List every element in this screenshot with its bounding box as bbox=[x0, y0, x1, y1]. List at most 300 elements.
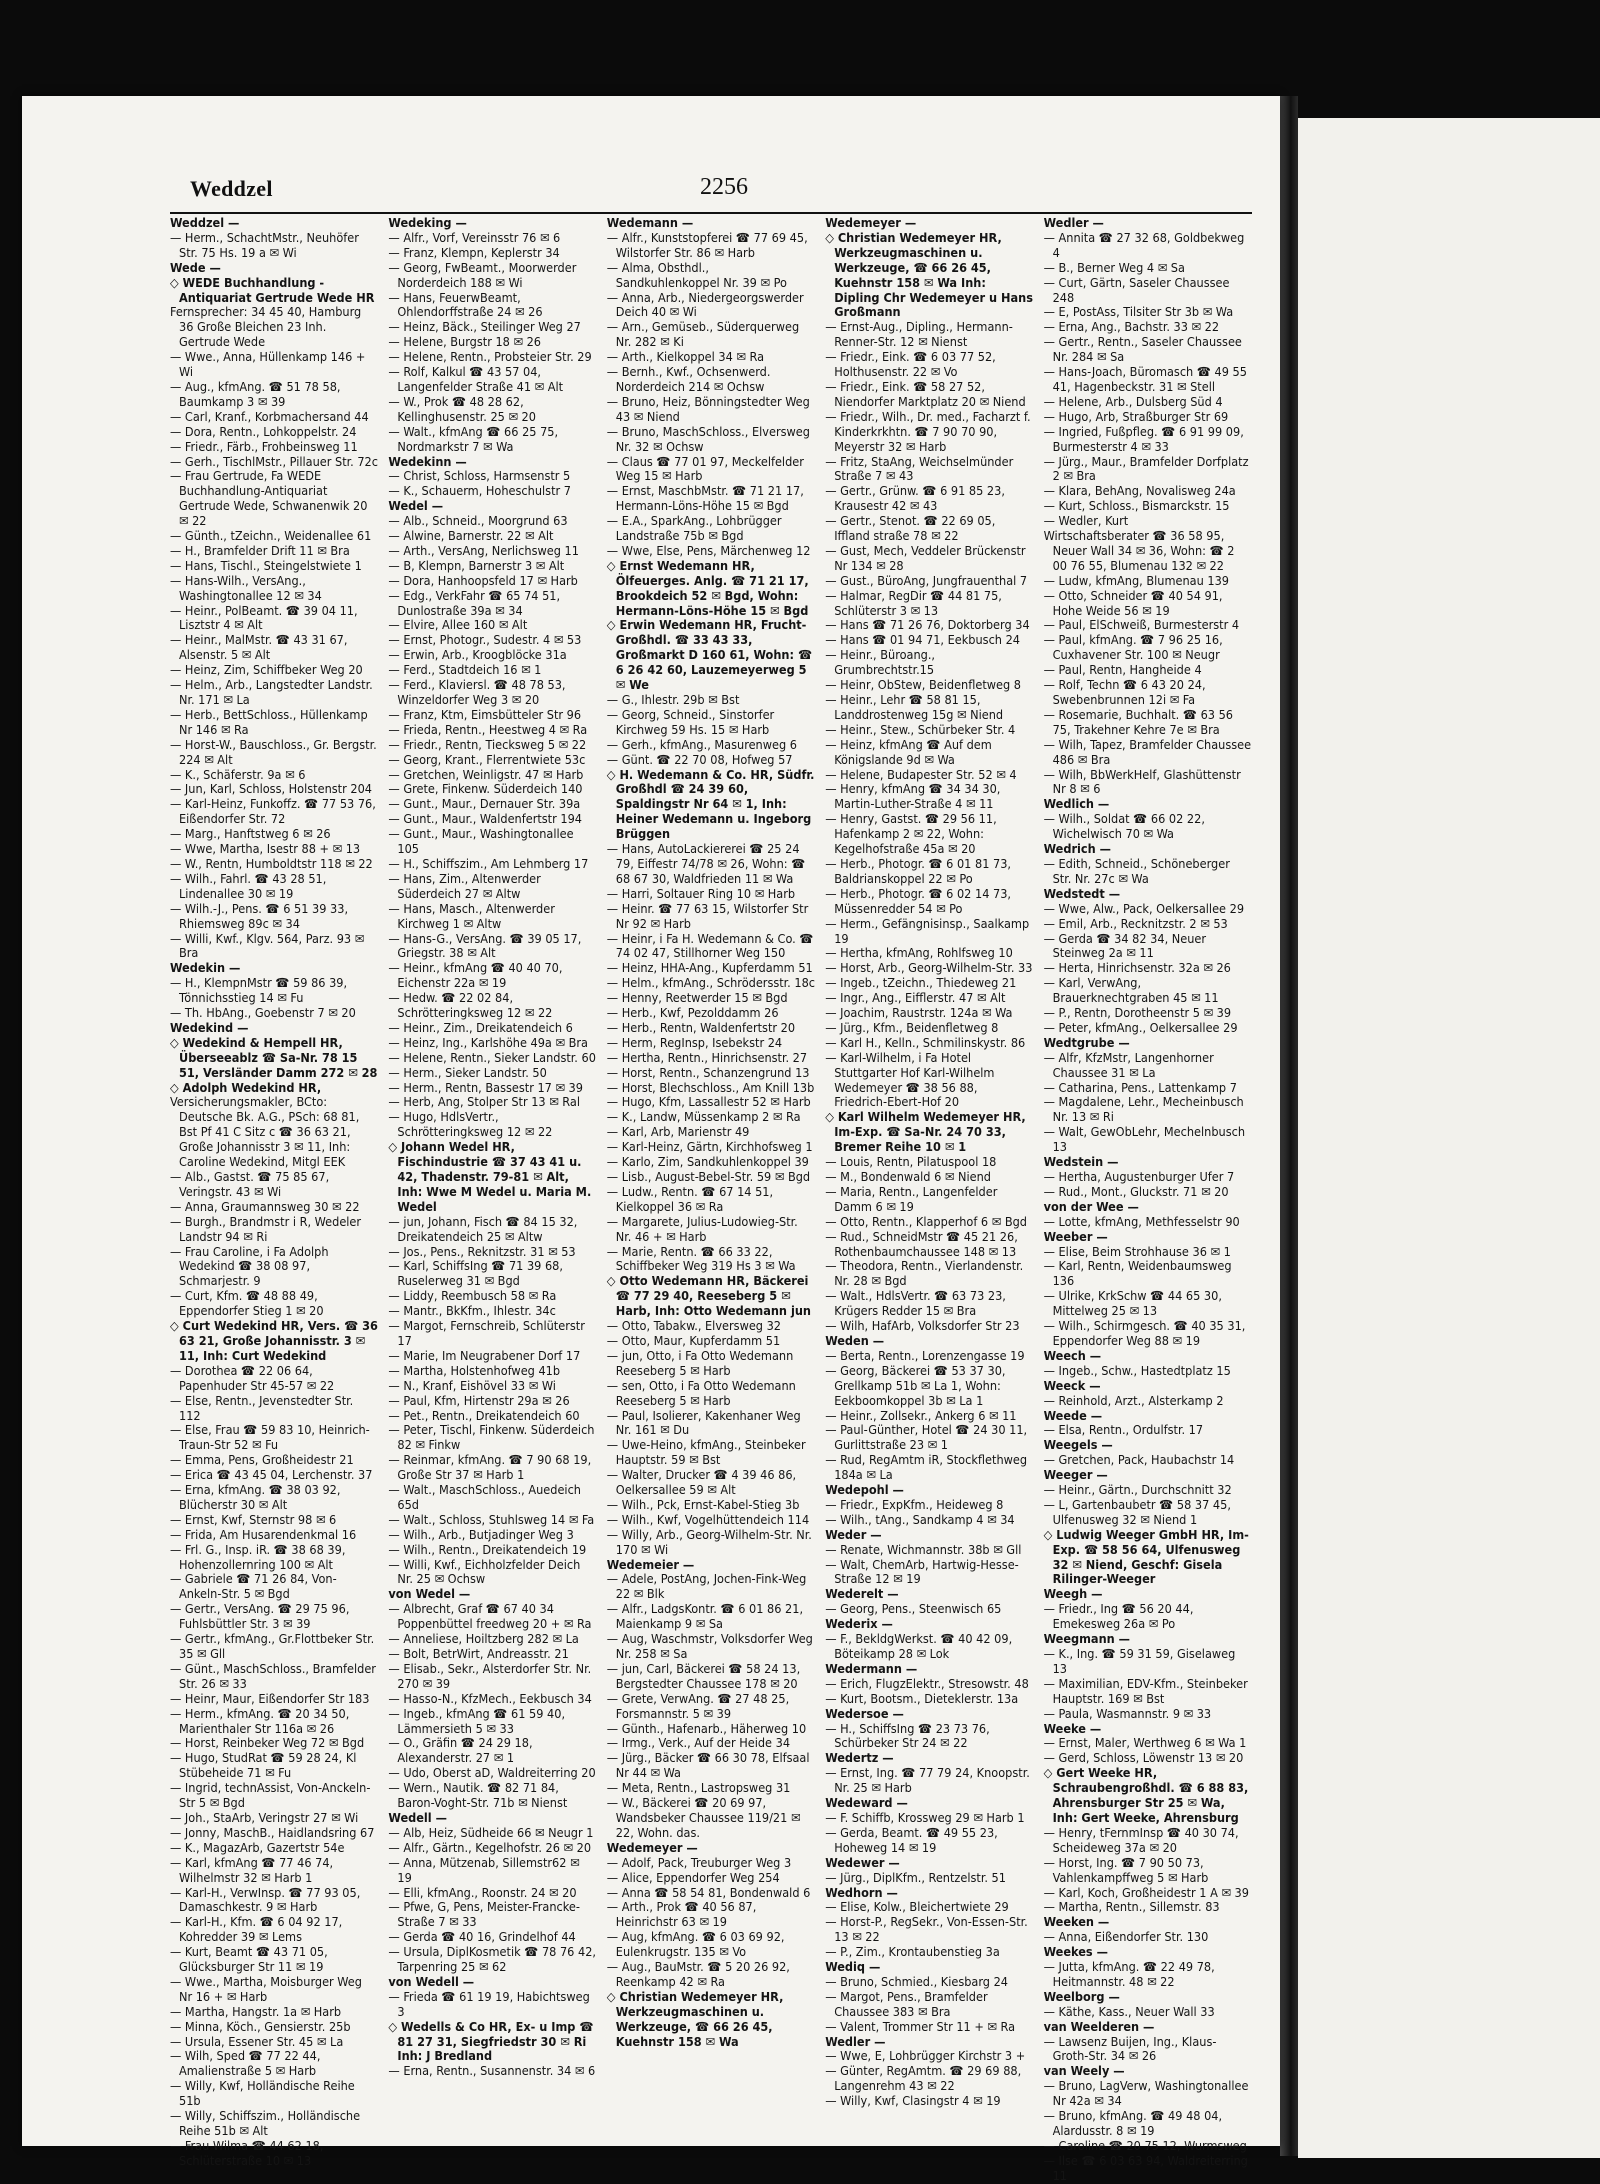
directory-entry: — Elsa, Rentn., Ordulfstr. 17 bbox=[1043, 1422, 1204, 1438]
directory-entry: — Otto, Maur, Kupferdamm 51 bbox=[606, 1332, 781, 1348]
directory-entry: — Heinr., Zim., Dreikatendeich 6 bbox=[388, 1019, 573, 1035]
surname-heading: Wedemeyer — bbox=[606, 1839, 698, 1855]
surname-heading: Wedemeyer — bbox=[825, 215, 917, 230]
directory-entry: — Curt, Gärtn, Saseler Chaussee 248 bbox=[1043, 274, 1230, 305]
directory-entry: — Ingeb., tZeichn., Thiedeweg 21 bbox=[825, 975, 1017, 991]
directory-entry: — Wilh, BbWerkHelf, Glashüttenstr Nr 8 ✉ 6 bbox=[1043, 766, 1241, 797]
surname-heading: Wedekind — bbox=[170, 1019, 249, 1035]
directory-entry: — Hans-G., VersAng. ☎ 39 05 17, Griegstr. 38 ✉ Alt bbox=[388, 930, 582, 961]
directory-entry: — Otto, Schneider ☎ 40 54 91, Hohe Weide 56 ✉ 19 bbox=[1043, 587, 1223, 618]
directory-entry: — Friedr., Ing ☎ 56 20 44, Emekesweg 26a ✉ Po bbox=[1043, 1601, 1194, 1632]
directory-entry: — Kurt, Schloss., Bismarckstr. 15 bbox=[1043, 498, 1230, 514]
directory-entry: — Heinr, Maur, Eißendorfer Str 183 bbox=[170, 1690, 370, 1706]
directory-entry: — Günth., tZeichn., Weidenallee 61 bbox=[170, 528, 372, 544]
directory-entry: — Else, Rentn., Jevenstedter Str. 112 bbox=[170, 1392, 354, 1423]
directory-entry: — G., Ihlestr. 29b ✉ Bst bbox=[606, 692, 740, 707]
directory-entry: — Halmar, RegDir ☎ 44 81 75, Schlüterstr 3 ✉ 13 bbox=[825, 587, 1002, 618]
surname-heading: Wedrich — bbox=[1043, 841, 1111, 857]
surname-heading: Wedler — bbox=[825, 2033, 886, 2049]
column-2 bbox=[388, 216, 596, 2184]
directory-entry: — H., Bramfelder Drift 11 ✉ Bra bbox=[170, 542, 350, 558]
directory-entry: — Dorothea ☎ 22 06 64, Papenhuder Str 45-57 ✉ 22 bbox=[170, 1362, 335, 1393]
directory-entry: — Herb., BettSchloss., Hüllenkamp Nr 146 ✉ Ra bbox=[170, 706, 368, 737]
directory-entry: — Georg, Bäckerei ☎ 53 37 30, Grellkamp 51b ✉ La 1, Wohn: Eekboomkoppel 3b ✉ La 1 bbox=[825, 1362, 1006, 1408]
directory-entry: — Elise, Kolw., Bleichertwiete 29 bbox=[825, 1899, 1009, 1915]
directory-entry: — Ludw, kfmAng, Blumenau 139 bbox=[1043, 572, 1229, 588]
directory-entry: — Wilh, Sped ☎ 77 22 44, Amalienstraße 5 ✉ Harb bbox=[170, 2048, 321, 2079]
directory-entry: — Edg., VerkFahr ☎ 65 74 51, Dunlostraße 39a ✉ 34 bbox=[388, 587, 561, 618]
directory-entry: — Else, Frau ☎ 59 83 10, Heinrich-Traun-Str 52 ✉ Fu bbox=[170, 1422, 370, 1453]
surname-heading: Wederix — bbox=[825, 1616, 893, 1632]
surname-heading: Weelborg — bbox=[1043, 1988, 1120, 2004]
directory-entry: — Otto, Tabakw., Elversweg 32 bbox=[606, 1318, 782, 1334]
directory-entry: — Curt, Kfm. ☎ 48 88 49, Eppendorfer Stieg 1 ✉ 20 bbox=[170, 1288, 324, 1319]
directory-entry: — Heinr. ☎ 77 63 15, Wilstorfer Str Nr 92 ✉ Harb bbox=[606, 900, 809, 931]
directory-entry: — Paul, Isolierer, Kakenhaner Weg Nr. 161 ✉ Du bbox=[606, 1407, 801, 1438]
directory-entry: — Herb., Rentn, Waldenfertstr 20 bbox=[606, 1019, 796, 1035]
directory-entry: ◇ Wedekind & Hempell HR, Überseeablz ☎ Sa-Nr. 78 15 51, Versländer Damm 272 ✉ 28 bbox=[170, 1034, 378, 1080]
directory-entry: — Karl, Koch, Großheidestr 1 A ✉ 39 bbox=[1043, 1884, 1249, 1900]
directory-entry: — Karl, kfmAng ☎ 77 46 74, Wilhelmstr 32 ✉ Harb 1 bbox=[170, 1854, 334, 1885]
directory-entry: — H., SchiffsIng ☎ 23 73 76, Schürbeker Str 24 ✉ 22 bbox=[825, 1720, 990, 1751]
directory-entry: — Heinr., Lehr ☎ 58 81 15, Landdrostenweg 15g ✉ Niend bbox=[825, 692, 1004, 722]
directory-entry: — Helene, Arb., Dulsberg Süd 4 bbox=[1043, 393, 1223, 409]
directory-entry: — K., Schäferstr. 9a ✉ 6 bbox=[170, 766, 306, 782]
directory-entry: — H., Schiffszim., Am Lehmberg 17 bbox=[388, 855, 589, 871]
directory-entry: — Walt., MaschSchloss., Auedeich 65d bbox=[388, 1482, 581, 1512]
directory-entry: — Paul, Rentn, Hangheide 4 bbox=[1043, 662, 1202, 678]
directory-entry: — Karl, Arb, Marienstr 49 bbox=[606, 1124, 750, 1140]
directory-entry: — Gunt., Maur., Dernauer Str. 39a bbox=[388, 796, 581, 812]
book-gutter bbox=[1280, 96, 1298, 2156]
directory-entry: — Alfr., LadgsKontr. ☎ 6 01 86 21, Maienkamp 9 ✉ Sa bbox=[606, 1601, 804, 1632]
surname-heading: Wedemeier — bbox=[606, 1556, 695, 1572]
directory-entry: — Pfwe, G, Pens, Meister-Francke-Straße 7 ✉ 33 bbox=[388, 1899, 580, 1930]
directory-entry: — Kurt, Bootsm., Dieteklerstr. 13a bbox=[825, 1690, 1019, 1706]
surname-heading: Weegels — bbox=[1043, 1437, 1113, 1453]
directory-entry: — W., Prok ☎ 48 28 62, Kellinghusenstr. 25 ✉ 20 bbox=[388, 393, 536, 424]
directory-entry: — Maximilian, EDV-Kfm., Steinbeker Hauptstr. 169 ✉ Bst bbox=[1043, 1675, 1248, 1706]
directory-entry: — Magdalene, Lehr., Mecheinbusch Nr. 13 ✉ Ri bbox=[1043, 1094, 1244, 1125]
directory-entry: — Herm, RegInsp, Isebekstr 24 bbox=[606, 1034, 783, 1050]
directory-entry: — Frau Wilma ☎ 44 62 18, Schlüterstraße 10 ✉ 13 bbox=[170, 2137, 324, 2168]
directory-entry: — Anna, Arb., Niedergeorgswerder Deich 40 ✉ Wi bbox=[606, 289, 804, 320]
directory-entry: — Heinz, Ing., Karlshöhe 49a ✉ Bra bbox=[388, 1034, 588, 1050]
directory-entry: — Berta, Rentn., Lorenzengasse 19 bbox=[825, 1347, 1025, 1363]
directory-entry: — Willi, Kwf., Eichholzfelder Deich Nr. 25 ✉ Ochsw bbox=[388, 1556, 581, 1587]
directory-entry: — Uwe-Heino, kfmAng., Steinbeker Hauptstr. 59 ✉ Bst bbox=[606, 1437, 806, 1468]
directory-entry: — Aug, kfmAng. ☎ 6 03 69 92, Eulenkrugstr. 135 ✉ Vo bbox=[606, 1929, 785, 1960]
directory-entry: — Hans-Wilh., VersAng., Washingtonallee 12 ✉ 34 bbox=[170, 572, 322, 603]
directory-entry: — Anna ☎ 58 54 81, Bondenwald 6 bbox=[606, 1884, 811, 1900]
directory-entry: — Hans ☎ 71 26 76, Doktorberg 34 bbox=[825, 617, 1030, 633]
directory-entry: — Wwe, E, Lohbrügger Kirchstr 3 + bbox=[825, 2048, 1026, 2064]
directory-entry: — Wwe, Alw., Pack, Oelkersallee 29 bbox=[1043, 900, 1245, 916]
directory-entry: — Herm., Gefängnisinsp., Saalkamp 19 bbox=[825, 915, 1030, 946]
directory-entry: — Willi, Kwf., Klgv. 564, Parz. 93 ✉ Bra bbox=[170, 930, 365, 961]
directory-entry: — Hertha, kfmAng, Rohlfsweg 10 bbox=[825, 945, 1013, 961]
directory-entry: — Hasso-N., KfzMech., Eekbusch 34 bbox=[388, 1690, 592, 1706]
directory-entry: — Martha, Hangstr. 1a ✉ Harb bbox=[170, 2003, 342, 2019]
directory-entry: — Karl-H., VerwInsp. ☎ 77 93 05, Damaschkestr. 9 ✉ Harb bbox=[170, 1884, 361, 1915]
directory-entry: — Rolf, Kalkul ☎ 43 57 04, Langenfelder Straße 41 ✉ Alt bbox=[388, 364, 564, 394]
directory-entry: — Helene, Budapester Str. 52 ✉ 4 bbox=[825, 766, 1017, 782]
directory-entry: — F., BekldgWerkst. ☎ 40 42 09, Böteikamp 28 ✉ Lok bbox=[825, 1631, 1013, 1661]
directory-entry: — Marg., Hanftstweg 6 ✉ 26 bbox=[170, 826, 331, 842]
directory-entry: — Lawsenz Buijen, Ing., Klaus-Groth-Str. 34 ✉ 26 bbox=[1043, 2033, 1217, 2064]
directory-entry: — Marie, Im Neugrabener Dorf 17 bbox=[388, 1347, 581, 1363]
directory-entry: — Adele, PostAng, Jochen-Fink-Weg 22 ✉ Blk bbox=[606, 1571, 807, 1602]
directory-entry: — Reinmar, kfmAng. ☎ 7 90 68 19, Große Str 37 ✉ Harb 1 bbox=[388, 1452, 592, 1483]
directory-entry: — Emma, Pens, Großheidestr 21 bbox=[170, 1452, 354, 1468]
directory-entry: — Hans, Masch., Altenwerder Kirchweg 1 ✉ Altw bbox=[388, 900, 555, 931]
directory-entry: — Wern., Nautik. ☎ 82 71 84, Baron-Voght-Str. 71b ✉ Nienst bbox=[388, 1780, 568, 1811]
directory-entry: — Gerd, Schloss, Löwenstr 13 ✉ 20 bbox=[1043, 1750, 1244, 1766]
directory-entry: — Hans-Joach, Büromasch ☎ 49 55 41, Hagenbeckstr. 31 ✉ Stell bbox=[1043, 364, 1247, 394]
column-4 bbox=[825, 216, 1033, 2184]
directory-entry: — Annita ☎ 27 32 68, Goldbekweg 4 bbox=[1043, 229, 1245, 260]
facing-page bbox=[1298, 118, 1600, 2158]
directory-entry: — Friedr., Eink. ☎ 6 03 77 52, Holthusenstr. 22 ✉ Vo bbox=[825, 349, 996, 380]
directory-entry: — Harri, Soltauer Ring 10 ✉ Harb bbox=[606, 885, 796, 901]
directory-entry: — jun, Johann, Fisch ☎ 84 15 32, Dreikatendeich 25 ✉ Altw bbox=[388, 1213, 578, 1244]
surname-heading: von Wedel — bbox=[388, 1586, 471, 1602]
directory-entry: — jun, Otto, i Fa Otto Wedemann Reeseberg 5 ✉ Harb bbox=[606, 1347, 794, 1378]
directory-entry: — Herb., Photogr. ☎ 6 02 14 73, Müssenredder 54 ✉ Po bbox=[825, 885, 1012, 916]
directory-entry: — Horst, Reinbeker Weg 72 ✉ Bgd bbox=[170, 1735, 365, 1751]
directory-entry: — Walt., HdlsVertr. ☎ 63 73 23, Krügers Redder 15 ✉ Bra bbox=[825, 1288, 1006, 1319]
directory-entry: — Albrecht, Graf ☎ 67 40 34 Poppenbüttel freedweg 20 + ✉ Ra bbox=[388, 1601, 592, 1632]
directory-entry: — Wilh., Fahrl. ☎ 43 28 51, Lindenallee 30 ✉ 19 bbox=[170, 870, 327, 901]
directory-entry: — Walt, ChemArb, Hartwig-Hesse-Straße 12 ✉ 19 bbox=[825, 1556, 1019, 1587]
directory-entry: — Maria, Rentn., Langenfelder Damm 6 ✉ 19 bbox=[825, 1183, 998, 1214]
directory-entry: — jun, Carl, Bäckerei ☎ 58 24 13, Bergstedter Chaussee 178 ✉ 20 bbox=[606, 1660, 801, 1691]
directory-entry: — Helm., Arb., Langstedter Landstr. Nr. 171 ✉ La bbox=[170, 677, 373, 707]
surname-heading: von Wedell — bbox=[388, 1973, 475, 1989]
directory-entry: — Gertr., Grünw. ☎ 6 91 85 23, Krausestr 42 ✉ 43 bbox=[825, 483, 1005, 514]
directory-entry: — Heinz, Zim, Schiffbeker Weg 20 bbox=[170, 662, 363, 678]
directory-entry: — Heinr., Stew., Schürbeker Str. 4 bbox=[825, 721, 1016, 737]
surname-heading: Weeke — bbox=[1043, 1720, 1102, 1736]
directory-entry: — Horst, Ing. ☎ 7 90 50 73, Vahlenkampffweg 5 ✉ Harb bbox=[1043, 1854, 1209, 1885]
directory-entry: ◇ Ludwig Weeger GmbH HR, Im-Exp. ☎ 58 56 64, Ulfenusweg 32 ✉ Niend, Geschf: Gisela Rilinger-Weeger bbox=[1043, 1526, 1249, 1587]
directory-entry: — Caroline ☎ 20 75 12, Wurmsweg bbox=[1043, 2137, 1247, 2153]
directory-entry: — Alb., Gastst. ☎ 75 85 67, Veringstr. 43 ✉ Wi bbox=[170, 1169, 330, 1199]
directory-entry: — Karl-Heinz, Funkoffz. ☎ 77 53 76, Eißendorfer Str. 72 bbox=[170, 796, 376, 827]
surname-heading: van Weelderen — bbox=[1043, 2018, 1155, 2034]
directory-entry: ◇ Adolph Wedekind HR, bbox=[170, 1079, 322, 1095]
directory-entry: — Wilh., Schirmgesch. ☎ 40 35 31, Eppendorfer Weg 88 ✉ 19 bbox=[1043, 1318, 1246, 1348]
directory-entry: — W., Bäckerei ☎ 20 69 97, Wandsbeker Chaussee 119/21 ✉ 22, Wohn. das. bbox=[606, 1795, 801, 1840]
directory-entry: — Gertr., kfmAng., Gr.Flottbeker Str. 35 ✉ Gll bbox=[170, 1631, 375, 1661]
directory-entry: — Rud., Mont., Gluckstr. 71 ✉ 20 bbox=[1043, 1183, 1229, 1199]
directory-entry: — Gerh., TischlMstr., Pillauer Str. 72c bbox=[170, 453, 378, 469]
directory-entry: — Horst-W., Bauschloss., Gr. Bergstr. 224 ✉ Alt bbox=[170, 736, 377, 767]
directory-entry: — B, Klempn, Barnerstr 3 ✉ Alt bbox=[388, 557, 565, 573]
directory-entry: Wirtschaftsberater ☎ 36 58 95, Neuer Wall 34 ✉ 36, Wohn: ☎ 2 00 76 55, Blumenau 132 ✉ 22 bbox=[1043, 528, 1235, 573]
directory-entry: — Frieda, Rentn., Heestweg 4 ✉ Ra bbox=[388, 721, 588, 737]
directory-entry: — B., Berner Weg 4 ✉ Sa bbox=[1043, 259, 1185, 275]
directory-entry: — Wilh, Tapez, Bramfelder Chaussee 486 ✉ Bra bbox=[1043, 736, 1252, 767]
directory-entry: — Theodora, Rentn., Vierlandenstr. Nr. 28 ✉ Bgd bbox=[825, 1258, 1024, 1289]
directory-entry: — Friedr., Eink. ☎ 58 27 52, Niendorfer Marktplatz 20 ✉ Niend bbox=[825, 378, 1026, 409]
directory-entry: — Karl, Rentn, Weidenbaumsweg 136 bbox=[1043, 1258, 1232, 1289]
directory-entry: — Adolf, Pack, Treuburger Weg 3 bbox=[606, 1854, 792, 1870]
surname-heading: Weddzel — bbox=[170, 215, 240, 230]
directory-entry: — Frida, Am Husarendenkmal 16 bbox=[170, 1526, 357, 1542]
directory-entry: — Hans, Zim., Altenwerder Süderdeich 27 ✉ Altw bbox=[388, 870, 541, 901]
surname-heading: von der Wee — bbox=[1043, 1198, 1139, 1214]
directory-entry: — Helm., kfmAng., Schrödersstr. 18c bbox=[606, 975, 816, 991]
directory-entry: — Peter, kfmAng., Oelkersallee 29 bbox=[1043, 1019, 1238, 1035]
surname-heading: Wedhorn — bbox=[825, 1884, 898, 1900]
directory-entry: — Ernst, Ing. ☎ 77 79 24, Knoopstr. Nr. 25 ✉ Harb bbox=[825, 1765, 1030, 1796]
directory-entry: — Carl, Kranf., Korbmachersand 44 bbox=[170, 408, 369, 424]
directory-entry: — E.A., SparkAng., Lohbrügger Landstraße 75b ✉ Bgd bbox=[606, 513, 782, 544]
directory-entry: — Margot, Fernschreib, Schlüterstr 17 bbox=[388, 1318, 585, 1348]
directory-entry: — Arn., Gemüseb., Süderquerweg Nr. 282 ✉ Ki bbox=[606, 319, 800, 350]
directory-entry: — Friedr., ExpKfm., Heideweg 8 bbox=[825, 1496, 1004, 1512]
directory-entry: — Erica ☎ 43 45 04, Lerchenstr. 37 bbox=[170, 1467, 373, 1483]
directory-entry: — Ilse ☎ 6 03 63 94, Waldreiterring 11 bbox=[1043, 2152, 1248, 2183]
directory-entry: — Aug., BauMstr. ☎ 5 20 26 92, Reenkamp 42 ✉ Ra bbox=[606, 1959, 790, 1989]
directory-entry: — F. Schiffb, Krossweg 29 ✉ Harb 1 bbox=[825, 1809, 1025, 1825]
directory-entry: — Käthe, Kass., Neuer Wall 33 bbox=[1043, 2003, 1215, 2019]
directory-entry: — Ernst, Kwf, Sternstr 98 ✉ 6 bbox=[170, 1511, 337, 1527]
directory-entry: — Wwe, Else, Pens, Märchenweg 12 bbox=[606, 542, 811, 558]
surname-heading: Weeber — bbox=[1043, 1228, 1108, 1244]
surname-heading: Wederelt — bbox=[825, 1586, 899, 1602]
directory-entry: — Heinz, HHA-Ang., Kupferdamm 51 bbox=[606, 960, 813, 976]
directory-entry: — H., KlempnMstr ☎ 59 86 39, Tönnichsstieg 14 ✉ Fu bbox=[170, 975, 348, 1006]
directory-entry: — Walt, GewObLehr, Mechelnbusch 13 bbox=[1043, 1124, 1246, 1155]
directory-entry: — Georg, Schneid., Sinstorfer Kirchweg 59 Hs. 15 ✉ Harb bbox=[606, 706, 775, 737]
directory-entry: ◇ Curt Wedekind HR, Vers. ☎ 36 63 21, Große Johannisstr. 3 ✉ 11, Inh: Curt Wedekind bbox=[170, 1318, 378, 1363]
directory-entry: — Wwe., Anna, Hüllenkamp 146 + Wi bbox=[170, 349, 366, 380]
directory-entry: — Margarete, Julius-Ludowieg-Str. Nr. 46 + ✉ Harb bbox=[606, 1213, 798, 1244]
surname-heading: Wediq — bbox=[825, 1959, 881, 1975]
directory-entry: — Karl-H., Kfm. ☎ 6 04 92 17, Kohredder 39 ✉ Lems bbox=[170, 1914, 343, 1945]
directory-entry: — Margot, Pens., Bramfelder Chaussee 383 ✉ Bra bbox=[825, 1988, 988, 2019]
directory-entry: — Irmg., Verk., Auf der Heide 34 bbox=[606, 1735, 791, 1751]
directory-entry: ◇ WEDE Buchhandlung - Antiquariat Gertrude Wede HR bbox=[170, 274, 375, 305]
directory-entry: — Gerda, Beamt. ☎ 49 55 23, Hoheweg 14 ✉ 19 bbox=[825, 1824, 998, 1855]
directory-entry: — Valent, Trommer Str 11 + ✉ Ra bbox=[825, 2018, 1016, 2034]
directory-entry: — Walt., kfmAng ☎ 66 25 75, Nordmarkstr 7 ✉ Wa bbox=[388, 423, 559, 454]
surname-heading: Wedler — bbox=[1043, 215, 1104, 230]
directory-entry: — Elise, Beim Strohhause 36 ✉ 1 bbox=[1043, 1243, 1231, 1259]
directory-entry: — Arth., VersAng, Nerlichsweg 11 bbox=[388, 542, 579, 558]
directory-entry: — Herb., Kwf, Pezolddamm 26 bbox=[606, 1005, 779, 1021]
directory-entry: — Ernst, Maler, Werthweg 6 ✉ Wa 1 bbox=[1043, 1735, 1247, 1751]
directory-entry: — Anna, Mützenab, Sillemstr62 ✉ 19 bbox=[388, 1854, 580, 1885]
directory-entry: — Lotte, kfmAng, Methfesselstr 90 bbox=[1043, 1213, 1240, 1229]
directory-entry: — Gertr., Rentn., Saseler Chaussee Nr. 284 ✉ Sa bbox=[1043, 334, 1242, 365]
directory-entry: — Willy, Kwf, Clasingstr 4 ✉ 19 bbox=[825, 2093, 1001, 2109]
surname-heading: Wedtgrube — bbox=[1043, 1034, 1130, 1050]
directory-entry: — Heinr, ObStew, Beidenfletweg 8 bbox=[825, 677, 1022, 693]
directory-entry: — Jonny, MaschB., Haidlandsring 67 bbox=[170, 1824, 375, 1840]
directory-entry: — Wwe, Martha, Isestr 88 + ✉ 13 bbox=[170, 841, 361, 857]
surname-heading: Weech — bbox=[1043, 1347, 1102, 1363]
surname-heading: Wedekin — bbox=[170, 960, 241, 976]
directory-entry: — Paula, Wasmannstr. 9 ✉ 33 bbox=[1043, 1705, 1212, 1721]
directory-entry: — O., Gräfin ☎ 24 29 18, Alexanderstr. 27 ✉ 1 bbox=[388, 1735, 533, 1766]
directory-entry: — Helene, Burgstr 18 ✉ 26 bbox=[388, 334, 541, 350]
directory-entry: — Frl. G., Insp. iR. ☎ 38 68 39, Hohenzollernring 100 ✉ Alt bbox=[170, 1541, 346, 1572]
directory-entry: — Georg, Krant., Flerrentwiete 53c bbox=[388, 751, 586, 767]
directory-entry: — P., Zim., Krontaubenstieg 3a bbox=[825, 1944, 1000, 1960]
directory-entry: ◇ Gert Weeke HR, Schraubengroßhdl. ☎ 6 88 83, Ahrensburger Str 25 ✉ Wa, Inh: Gert Weeke, Ahrensburg bbox=[1043, 1765, 1249, 1825]
directory-entry: — Günter, RegAmtm. ☎ 29 69 88, Langenrehm 43 ✉ 22 bbox=[825, 2063, 1022, 2094]
directory-entry: — Bruno, MaschSchloss., Elversweg Nr. 32 ✉ Ochsw bbox=[606, 423, 810, 454]
directory-entry: — Heinr, i Fa H. Wedemann & Co. ☎ 74 02 47, Stillhorner Weg 150 bbox=[606, 930, 814, 961]
directory-entry: — Wilh., Rentn., Dreikatendeich 19 bbox=[388, 1541, 587, 1557]
directory-entry: — Heinz, kfmAng ☎ Auf dem Königslande 9d ✉ Wa bbox=[825, 736, 992, 767]
directory-entry: — Günt., MaschSchloss., Bramfelder Str. 26 ✉ 33 bbox=[170, 1660, 376, 1691]
surname-heading: Weeck — bbox=[1043, 1377, 1101, 1393]
directory-entry: — Rosemarie, Buchhalt. ☎ 63 56 75, Trakehner Kehre 7e ✉ Bra bbox=[1043, 706, 1233, 737]
directory-entry: — Ferd., Klaviersl. ☎ 48 78 53, Winzeldorfer Weg 3 ✉ 20 bbox=[388, 677, 566, 707]
directory-entry: — Wilh., tAng., Sandkamp 4 ✉ 34 bbox=[825, 1511, 1015, 1527]
directory-entry: — Gertr., VersAng. ☎ 29 75 96, Fuhlsbüttler Str. 3 ✉ 39 bbox=[170, 1601, 350, 1632]
surname-heading: Weeger — bbox=[1043, 1467, 1108, 1483]
directory-entry: — Anneliese, Hoiltzberg 282 ✉ La bbox=[388, 1631, 579, 1647]
directory-entry: — Gretchen, Pack, Haubachstr 14 bbox=[1043, 1452, 1235, 1468]
directory-entry: — Bolt, BetrWirt, Andreasstr. 21 bbox=[388, 1646, 569, 1661]
directory-entry: — Gerda ☎ 34 82 34, Neuer Steinweg 2a ✉ 11 bbox=[1043, 930, 1207, 961]
directory-entry: — Heinr., MalMstr. ☎ 43 31 67, Alsenstr. 5 ✉ Alt bbox=[170, 632, 348, 663]
directory-entry: — Wilh., Soldat ☎ 66 02 22, Wichelwisch 70 ✉ Wa bbox=[1043, 811, 1205, 842]
directory-entry: — Erna, Ang., Bachstr. 33 ✉ 22 bbox=[1043, 319, 1220, 335]
directory-entry: — Helene, Rentn., Probsteier Str. 29 bbox=[388, 349, 592, 365]
directory-entry: — Hans ☎ 01 94 71, Eekbusch 24 bbox=[825, 632, 1021, 648]
directory-entry: — Anna, Eißendorfer Str. 130 bbox=[1043, 1929, 1209, 1945]
surname-heading: Weegh — bbox=[1043, 1586, 1103, 1602]
directory-entry: — Alwine, Barnerstr. 22 ✉ Alt bbox=[388, 528, 554, 544]
directory-entry: — Gerda ☎ 40 16, Grindelhof 44 bbox=[388, 1929, 576, 1945]
directory-entry: ◇ H. Wedemann & Co. HR, Südfr. Großhdl ☎ 24 39 60, Spaldingstr Nr 64 ✉ 1, Inh: Heiner Wedemann u. Ingeborg Brüggen bbox=[606, 766, 815, 842]
directory-entry: — Wwe., Martha, Moisburger Weg Nr 16 + ✉ Harb bbox=[170, 1973, 362, 2004]
directory-entry: — Mantr., BkKfm., Ihlestr. 34c bbox=[388, 1303, 556, 1319]
surname-heading: Wedertz — bbox=[825, 1750, 894, 1766]
directory-entry: — Rud., SchneidMstr ☎ 45 21 26, Rothenbaumchaussee 148 ✉ 13 bbox=[825, 1228, 1018, 1259]
directory-entry: — Minna, Köch., Gensierstr. 25b bbox=[170, 2018, 351, 2034]
directory-entry: — Elisab., Sekr., Alsterdorfer Str. Nr. 270 ✉ 39 bbox=[388, 1660, 592, 1691]
directory-entry: — Franz, Ktm, Eimsbütteler Str 96 bbox=[388, 706, 582, 722]
directory-entry: — Ingrid, technAssist, Von-Anckeln-Str 5 ✉ Bgd bbox=[170, 1780, 371, 1811]
directory-entry: ◇ Christian Wedemeyer HR, Werkzeugmaschinen u. Werkzeuge, ☎ 66 26 45, Kuehnstr 158 ✉ Wa Inh: Dipling Chr Wedemeyer u Hans Großmann bbox=[825, 229, 1033, 320]
surname-heading: van Weely — bbox=[1043, 2063, 1125, 2079]
directory-entry: — Georg, FwBeamt., Moorwerder Norderdeich 188 ✉ Wi bbox=[388, 259, 577, 290]
directory-entry: — Grete, Finkenw. Süderdeich 140 bbox=[388, 781, 583, 797]
directory-entry: — Wilh., Arb., Butjadinger Weg 3 bbox=[388, 1526, 574, 1542]
surname-heading: Wedstein — bbox=[1043, 1154, 1119, 1170]
directory-entry: — Gust, Mech, Veddeler Brückenstr Nr 134 ✉ 28 bbox=[825, 542, 1026, 573]
directory-entry: — W., Rentn, Humboldtstr 118 ✉ 22 bbox=[170, 855, 373, 871]
directory-entry: — Ingeb., kfmAng ☎ 61 59 40, Lämmersieth 5 ✉ 33 bbox=[388, 1705, 566, 1736]
surname-heading: Wedel — bbox=[388, 498, 444, 514]
directory-entry: — Herta, Hinrichsenstr. 32a ✉ 26 bbox=[1043, 960, 1231, 976]
directory-entry: — Arth., Kielkoppel 34 ✉ Ra bbox=[606, 349, 765, 365]
directory-entry: — Heinz, Bäck., Steilinger Weg 27 bbox=[388, 319, 581, 335]
directory-entry: ◇ Erwin Wedemann HR, Frucht-Großhdl. ☎ 33 43 33, Großmarkt D 160 61, Wohn: ☎ 6 26 42 60, Lauzemeyerweg 5 ✉ We bbox=[606, 617, 813, 693]
directory-entry: — Edith, Schneid., Schöneberger Str. Nr. 27c ✉ Wa bbox=[1043, 855, 1230, 886]
directory-entry: — Peter, Tischl, Finkenw. Süderdeich 82 ✉ Finkw bbox=[388, 1422, 595, 1453]
surname-heading: Wedeward — bbox=[825, 1795, 908, 1811]
directory-entry: — Gunt., Maur., Washingtonallee 105 bbox=[388, 826, 574, 857]
directory-entry: — Jos., Pens., Reknitzstr. 31 ✉ 53 bbox=[388, 1243, 576, 1259]
directory-entry: — Jürg., Kfm., Beidenfletweg 8 bbox=[825, 1019, 999, 1035]
directory-entry: — Anna, Graumannsweg 30 ✉ 22 bbox=[170, 1198, 360, 1214]
directory-entry: — Wilh., Pck, Ernst-Kabel-Stieg 3b bbox=[606, 1496, 800, 1512]
page-number: 2256 bbox=[700, 174, 748, 200]
directory-entry: — Grete, VerwAng. ☎ 27 48 25, Forsmannstr. 5 ✉ 39 bbox=[606, 1690, 790, 1721]
directory-entry: — Herm., SchachtMstr., Neuhöfer Str. 75 Hs. 19 a ✉ Wi bbox=[170, 229, 359, 260]
surname-heading: Wedeking — bbox=[388, 215, 467, 230]
directory-entry: — Karl H., Kelln., Schmilinskystr. 86 bbox=[825, 1034, 1026, 1050]
directory-entry: — K., Landw, Müssenkamp 2 ✉ Ra bbox=[606, 1109, 801, 1125]
directory-entry: — Klara, BehAng, Novalisweg 24a bbox=[1043, 483, 1236, 499]
directory-entry: — Gabriele ☎ 71 26 84, Von-Ankeln-Str. 5 ✉ Bgd bbox=[170, 1571, 337, 1602]
directory-entry: — Jutta, kfmAng. ☎ 22 49 78, Heitmannstr. 48 ✉ 22 bbox=[1043, 1959, 1215, 1989]
directory-entry: — Heinr., Gärtn., Durchschnitt 32 bbox=[1043, 1482, 1232, 1498]
directory-entry: — Herb., Photogr. ☎ 6 01 81 73, Baldrianskoppel 22 ✉ Po bbox=[825, 855, 1012, 886]
directory-entry: — Ulrike, KrkSchw ☎ 44 65 30, Mittelweg 25 ✉ 13 bbox=[1043, 1288, 1222, 1319]
directory-entry: ◇ Otto Wedemann HR, Bäckerei ☎ 77 29 40, Reeseberg 5 ✉ Harb, Inh: Otto Wedemann jun bbox=[606, 1273, 811, 1319]
directory-entry: — Joh., StaArb, Veringstr 27 ✉ Wi bbox=[170, 1809, 359, 1825]
directory-entry: — Aug., kfmAng. ☎ 51 78 58, Baumkamp 3 ✉ 39 bbox=[170, 378, 341, 409]
directory-entry: — Horst-P., RegSekr., Von-Essen-Str. 13 ✉ 22 bbox=[825, 1914, 1028, 1945]
directory-entry: — K., MagazArb, Gazertstr 54e bbox=[170, 1839, 345, 1855]
directory-entry: — Friedr., Färb., Frohbeinsweg 11 bbox=[170, 438, 358, 454]
directory-entry: — Herm., kfmAng. ☎ 20 34 50, Marienthaler Str 116a ✉ 26 bbox=[170, 1705, 350, 1736]
directory-entry: — Erna, Rentn., Susannenstr. 34 ✉ 6 bbox=[388, 2063, 596, 2079]
directory-entry: — Horst, Blechschloss., Am Knill 13b bbox=[606, 1079, 815, 1095]
directory-entry: — Alice, Eppendorfer Weg 254 bbox=[606, 1869, 780, 1885]
directory-entry: — Paul, Kfm, Hirtenstr 29a ✉ 26 bbox=[388, 1392, 570, 1408]
directory-entry: — N., Kranf, Eishövel 33 ✉ Wi bbox=[388, 1377, 556, 1393]
directory-entry: — Herm., Sieker Landstr. 50 bbox=[388, 1064, 547, 1080]
directory-entry: — Ferd., Stadtdeich 16 ✉ 1 bbox=[388, 662, 542, 678]
directory-entry: — Hugo, Arb, Straßburger Str 69 bbox=[1043, 408, 1229, 424]
directory-entry: — Hugo, HdlsVertr., Schrötteringksweg 12 ✉ 22 bbox=[388, 1109, 553, 1140]
directory-entry: — Fritz, StaAng, Weichselmünder Straße 7 ✉ 43 bbox=[825, 453, 1014, 484]
directory-entry: — Th. HbAng., Goebenstr 7 ✉ 20 bbox=[170, 1005, 356, 1021]
directory-entry: — Catharina, Pens., Lattenkamp 7 bbox=[1043, 1079, 1237, 1095]
directory-entry: — Hans, FeuerwBeamt, Ohlendorffstraße 24 ✉ 26 bbox=[388, 289, 543, 320]
directory-entry: — Rolf, Techn ☎ 6 43 20 24, Swebenbrunnen 12i ✉ Fa bbox=[1043, 677, 1206, 707]
surname-heading: Weekes — bbox=[1043, 1944, 1108, 1960]
directory-entry: — Wilh., Kwf, Vogelhüttendeich 114 bbox=[606, 1511, 810, 1527]
directory-entry: — Rud, RegAmtm iR, Stockflethweg 184a ✉ La bbox=[825, 1452, 1028, 1483]
directory-entry: — Paul, kfmAng. ☎ 7 96 25 16, Cuxhavener Str. 100 ✉ Neugr bbox=[1043, 632, 1223, 663]
directory-entry: — Hans, Tischl., Steingelstwiete 1 bbox=[170, 557, 362, 573]
directory-entry: — Heinr., Zollsekr., Ankerg 6 ✉ 11 bbox=[825, 1407, 1017, 1423]
directory-entry: — Lisb., August-Bebel-Str. 59 ✉ Bgd bbox=[606, 1169, 811, 1184]
surname-heading: Weder — bbox=[825, 1526, 882, 1542]
directory-entry: — Heinr., kfmAng ☎ 40 40 70, Eichenstr 22a ✉ 19 bbox=[388, 960, 563, 991]
directory-entry: — Frau Gertrude, Fa WEDE Buchhandlung-Antiquariat Gertrude Wede, Schwanenwik 20 ✉ 22 bbox=[170, 468, 368, 529]
directory-entry: — Georg, Pens., Steenwisch 65 bbox=[825, 1601, 1002, 1617]
directory-entry: — Karlo, Zim, Sandkuhlenkoppel 39 bbox=[606, 1154, 809, 1170]
directory-entry: — Jürg., DiplKfm., Rentzelstr. 51 bbox=[825, 1869, 1006, 1885]
running-head: Weddzel bbox=[190, 176, 273, 201]
directory-entry: — Ernst-Aug., Dipling., Hermann-Renner-Str. 12 ✉ Nienst bbox=[825, 319, 1013, 350]
directory-entry: — Claus ☎ 77 01 97, Meckelfelder Weg 15 ✉ Harb bbox=[606, 453, 804, 484]
directory-entry: — Bruno, kfmAng. ☎ 49 48 04, Alardusstr. 8 ✉ 19 bbox=[1043, 2108, 1223, 2138]
directory-entry: — Hugo, Kfm, Lassallestr 52 ✉ Harb bbox=[606, 1094, 811, 1110]
